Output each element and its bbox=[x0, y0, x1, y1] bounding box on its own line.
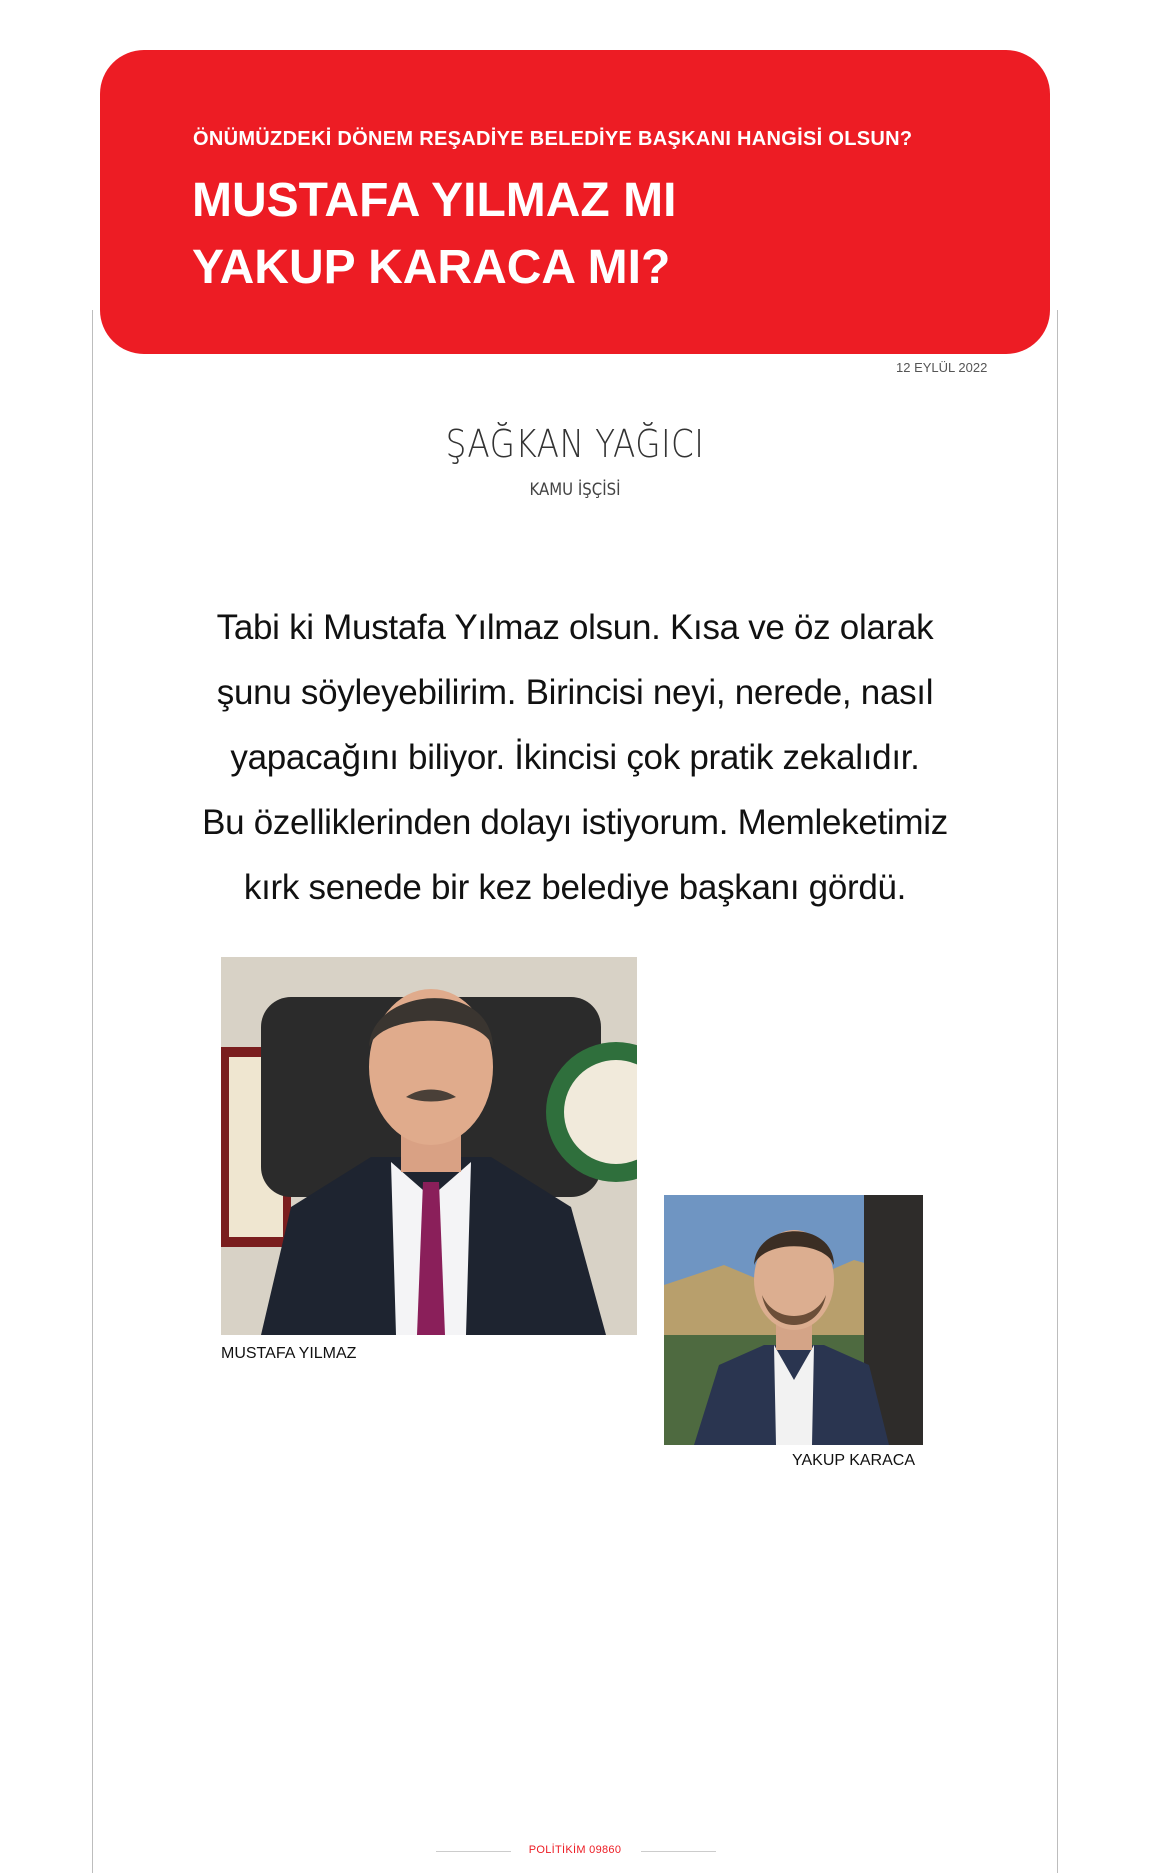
photo-caption-mustafa: MUSTAFA YILMAZ bbox=[221, 1345, 357, 1362]
quote-line: yapacağını biliyor. İkincisi çok pratik zekalıdır. bbox=[230, 738, 920, 777]
quote-line: kırk senede bir kez belediye başkanı gördü. bbox=[243, 868, 907, 907]
footer-brand: POLİTİKİM 09860 bbox=[528, 1844, 622, 1856]
author-name: ŞAĞKAN YAĞICI bbox=[445, 422, 705, 466]
photo-caption-yakup: YAKUP KARACA bbox=[792, 1452, 916, 1469]
headline-line-2: YAKUP KARACA MI? bbox=[192, 241, 671, 294]
mustafa-yilmaz-photo bbox=[221, 957, 637, 1335]
publish-date: 12 EYLÜL 2022 bbox=[896, 360, 988, 375]
author-role: KAMU İŞÇİSİ bbox=[529, 480, 621, 500]
page-frame-right-line bbox=[1057, 310, 1058, 1873]
page-frame-left-line bbox=[92, 310, 93, 1873]
quote-line: Bu özelliklerinden dolayı istiyorum. Memleketimiz bbox=[202, 803, 948, 842]
quote-line: Tabi ki Mustafa Yılmaz olsun. Kısa ve öz olarak bbox=[216, 608, 934, 647]
quote-text bbox=[175, 595, 975, 920]
headline-line-1: MUSTAFA YILMAZ MI bbox=[192, 174, 677, 227]
yakup-karaca-photo bbox=[664, 1195, 923, 1445]
header-kicker: ÖNÜMÜZDEKİ DÖNEM REŞADİYE BELEDİYE BAŞKANI HANGİSİ OLSUN? bbox=[193, 128, 913, 150]
quote-line: şunu söyleyebilirim. Birincisi neyi, nerede, nasıl bbox=[216, 673, 934, 712]
